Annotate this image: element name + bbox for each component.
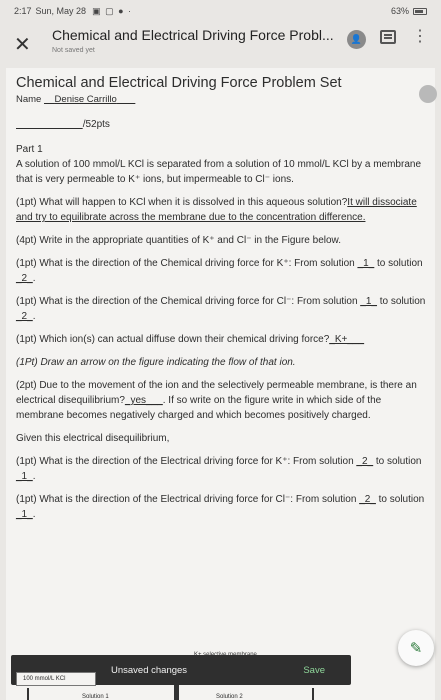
edit-fab-button[interactable] — [398, 630, 434, 666]
status-date: Sun, May 28 — [35, 6, 87, 16]
question-7: (2pt) Due to the movement of the ion and the selectively permeable membrane, is there an electrical disequilibrium?_yes___. If so write on the figure write in which side of the membrane becomes negatively charged and which becomes positively charged. — [16, 380, 417, 421]
save-state: Not saved yet — [52, 47, 95, 54]
answer-4-to: _2_ — [16, 311, 33, 322]
concentration-label: 100 mmol/L KCl — [16, 672, 96, 686]
document-page[interactable] — [6, 68, 435, 700]
battery-icon — [413, 8, 427, 15]
container-wall-left — [27, 688, 29, 700]
question-5: (1pt) Which ion(s) can actual diffuse down their chemical driving force?_K+___ — [16, 334, 365, 345]
given-line: Given this electrical disequilibrium, — [16, 433, 170, 444]
solution-2-label: Solution 2 — [216, 694, 243, 700]
pencil-icon: ✎ — [409, 640, 423, 657]
snackbar-message: Unsaved changes — [111, 664, 188, 676]
status-bar — [0, 0, 441, 22]
page-title: Chemical and Electrical Driving Force Problem Set — [16, 75, 342, 91]
app-bar — [0, 22, 441, 66]
answer-4-from: _1_ — [360, 296, 377, 307]
add-person-icon[interactable]: 👤 — [347, 30, 366, 49]
battery-level: 63% — [390, 6, 409, 16]
answer-3-to: _2_ — [16, 273, 33, 284]
edit-handle-icon[interactable] — [419, 85, 437, 103]
answer-5: _K+___ — [329, 334, 365, 345]
question-6: (1Pt) Draw an arrow on the figure indicating the flow of that ion. — [16, 357, 296, 368]
status-right — [391, 6, 427, 16]
answer-9-from: _2_ — [359, 494, 376, 505]
answer-8-from: _2_ — [356, 456, 374, 467]
comment-icon[interactable] — [380, 30, 396, 44]
more-options-icon[interactable]: ⋮ — [412, 28, 428, 45]
close-icon[interactable]: ✕ — [14, 34, 31, 56]
solution-1-label: Solution 1 — [82, 694, 109, 700]
question-1: (1pt) What will happen to KCl when it is dissolved in this aqueous solution?It will dissociate and try to equilibrate across the membrane due to the concentration difference. — [16, 197, 417, 223]
save-button[interactable]: Save — [303, 664, 325, 676]
name-line — [16, 92, 426, 107]
name-label: Name — [16, 94, 42, 105]
answer-9-to: _1_ — [16, 509, 33, 520]
part-heading: Part 1 — [16, 144, 43, 155]
answer-8-to: _1_ — [16, 471, 33, 482]
points-line — [16, 117, 426, 132]
question-4: (1pt) What is the direction of the Chemical driving force for Cl⁻: From solution _1_ to solution _2_. — [16, 296, 426, 322]
container-wall-right — [312, 688, 314, 700]
answer-3-from: _1_ — [357, 258, 375, 269]
intro-text: A solution of 100 mmol/L KCl is separated from a solution of 10 mmol/L KCl by a membrane that is very permeable to K⁺ ions, but impermeable to Cl⁻ ions. — [16, 159, 422, 185]
points-blank — [16, 119, 83, 130]
question-9: (1pt) What is the direction of the Electrical driving force for Cl⁻: From solution _2_ to solution _1_. — [16, 494, 425, 520]
question-2: (4pt) Write in the appropriate quantities of K⁺ and Cl⁻ in the Figure below. — [16, 235, 341, 246]
name-value: Denise Carrillo — [54, 94, 117, 105]
answer-1: It will dissociate and try to equilibrate across the membrane due to the concentration difference. — [16, 197, 417, 223]
points-total: /52pts — [82, 119, 110, 130]
status-time: 2:17 — [14, 6, 32, 16]
question-8: (1pt) What is the direction of the Electrical driving force for K⁺: From solution _2_ to solution _1_. — [16, 456, 422, 482]
question-3: (1pt) What is the direction of the Chemical driving force for K⁺: From solution _1_ to solution _2_. — [16, 258, 423, 284]
document-title: Chemical and Electrical Driving Force Probl... — [52, 27, 334, 43]
document-body[interactable] — [16, 74, 426, 522]
notification-icons: ▣ ▢ ● · — [92, 5, 133, 16]
answer-7: _yes___ — [124, 395, 163, 406]
